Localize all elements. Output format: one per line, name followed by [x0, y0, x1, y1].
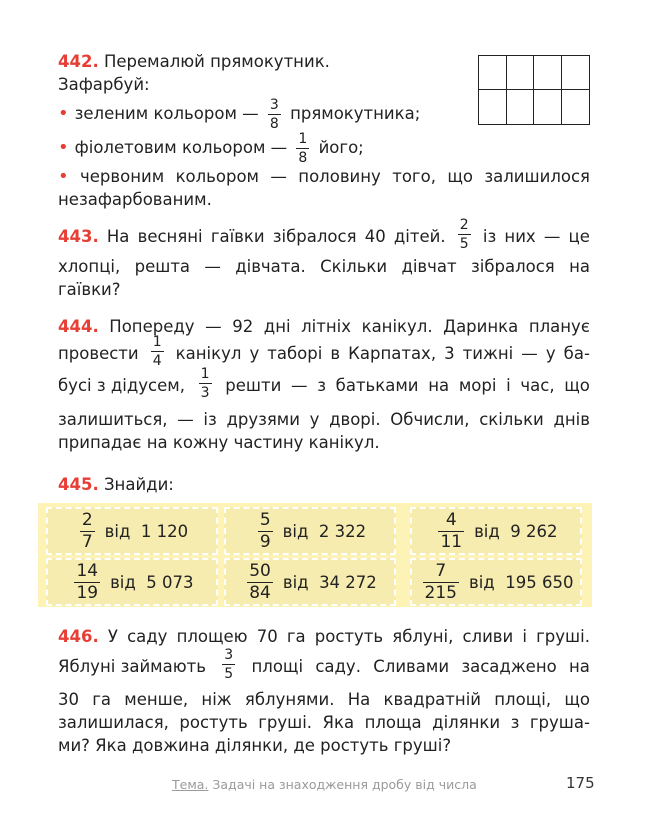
- bullet-icon: •: [58, 137, 69, 158]
- fraction: $\frac{2}{5}$: [459, 217, 469, 252]
- task-443-line2: хлопці, решта — дівчата. Скільки дівчат зібралося на: [58, 257, 590, 276]
- grid-cell: [534, 90, 562, 124]
- grid-cell: [507, 56, 535, 90]
- fraction: $\frac{50}{84}$: [249, 560, 271, 603]
- task-number: 445.: [58, 475, 99, 494]
- word: що: [447, 167, 473, 186]
- word: залишилося: [484, 167, 590, 186]
- task-444-line4: залишиться, — із друзями у дворі. Обчисли, скільки днів: [58, 410, 590, 429]
- fraction: $\frac{14}{19}$: [76, 560, 99, 603]
- grid-cell: [562, 56, 590, 90]
- task-446-line5: ми? Яка довжина ділянки, де ростуть груші?: [58, 736, 452, 755]
- exercise-card: $\frac{7}{215}$ від 195 650: [410, 558, 582, 606]
- bullet-red: [58, 166, 590, 188]
- fraction: $\frac{3}{5}$: [224, 647, 234, 682]
- word: —: [270, 167, 287, 186]
- task-number: 444.: [58, 317, 99, 336]
- bullet-violet: • фіолетовим кольором — $\frac{1}{8}$ його;: [58, 131, 364, 166]
- word: половину: [298, 167, 381, 186]
- grid-cell: [534, 56, 562, 90]
- task-442-header: [58, 51, 330, 73]
- word: червоним: [80, 167, 165, 186]
- grid-cell: [507, 90, 535, 124]
- task-446-line4: залишилася, ростуть груші. Яка площа ділянки з груша-: [58, 713, 590, 732]
- fraction: $\frac{1}{3}$: [200, 366, 210, 401]
- task-443-line1: 443. На весняні гаївки зібралося 40 дітей. $\frac{2}{5}$ із них — це: [58, 217, 590, 252]
- fraction: $\frac{5}{9}$: [259, 509, 271, 552]
- footer-topic: [172, 777, 477, 792]
- topic-label: Тема.: [172, 777, 209, 792]
- task-446-line1: 446. У саду площею 70 га ростуть яблуні, сливи і груші.: [58, 627, 590, 646]
- fraction: $\frac{7}{215}$: [424, 560, 457, 603]
- fraction: $\frac{1}{4}$: [152, 334, 162, 369]
- grid-cell: [479, 56, 507, 90]
- fraction: $\frac{4}{11}$: [440, 509, 463, 552]
- grid-cell: [562, 90, 590, 124]
- exercise-card: $\frac{14}{19}$ від 5 073: [46, 558, 218, 606]
- task-443-line3: гаївки?: [58, 280, 121, 299]
- task-number: 446.: [58, 627, 99, 646]
- task-442-intro: Зафарбуй:: [58, 75, 150, 94]
- task-number: 443.: [58, 227, 99, 246]
- task-446-line3: 30 га менше, ніж яблунями. На квадратній площі, що: [58, 690, 590, 709]
- bullet-icon: •: [58, 103, 69, 124]
- task-446-line2: Яблуні займають $\frac{3}{5}$ площі саду. Сливами засаджено на: [58, 647, 590, 682]
- grid-cell: [479, 90, 507, 124]
- topic-text: Задачі на знаходження дробу від числа: [212, 777, 477, 792]
- fraction: $\frac{1}{8}$: [298, 131, 308, 166]
- exercise-cards: [38, 503, 592, 607]
- exercise-card: $\frac{4}{11}$ від 9 262: [410, 507, 582, 555]
- bullet-icon: •: [58, 166, 69, 187]
- task-444-line1: 444. Попереду — 92 дні літніх канікул. Даринка планує: [58, 317, 590, 336]
- fraction: $\frac{2}{7}$: [81, 509, 93, 552]
- task-444-line2: провести $\frac{1}{4}$ канікул у таборі в Карпатах, 3 тижні — у ба-: [58, 334, 590, 369]
- page-number: 175: [566, 774, 595, 792]
- fraction: $\frac{3}{8}$: [269, 97, 279, 132]
- exercise-card: $\frac{5}{9}$ від 2 322: [224, 507, 396, 555]
- rectangle-grid: [478, 55, 590, 125]
- exercise-card: $\frac{2}{7}$ від 1 120: [46, 507, 218, 555]
- bullet-green: • зеленим кольором — $\frac{3}{8}$ прямокутника;: [58, 97, 421, 132]
- bullet-red-cont: незафарбованим.: [58, 190, 212, 209]
- task-444-line3: бусі з дідусем, $\frac{1}{3}$ решти — з батьками на морі і час, що: [58, 366, 590, 401]
- task-444-line5: припадає на кожну частину канікул.: [58, 433, 380, 452]
- task-title: Перемалюй прямокутник.: [103, 52, 330, 71]
- exercise-card: $\frac{50}{84}$ від 34 272: [224, 558, 396, 606]
- task-445-header: 445. Знайди:: [58, 475, 174, 494]
- task-number: 442.: [58, 52, 99, 71]
- word: того,: [392, 167, 436, 186]
- word: кольором: [175, 167, 260, 186]
